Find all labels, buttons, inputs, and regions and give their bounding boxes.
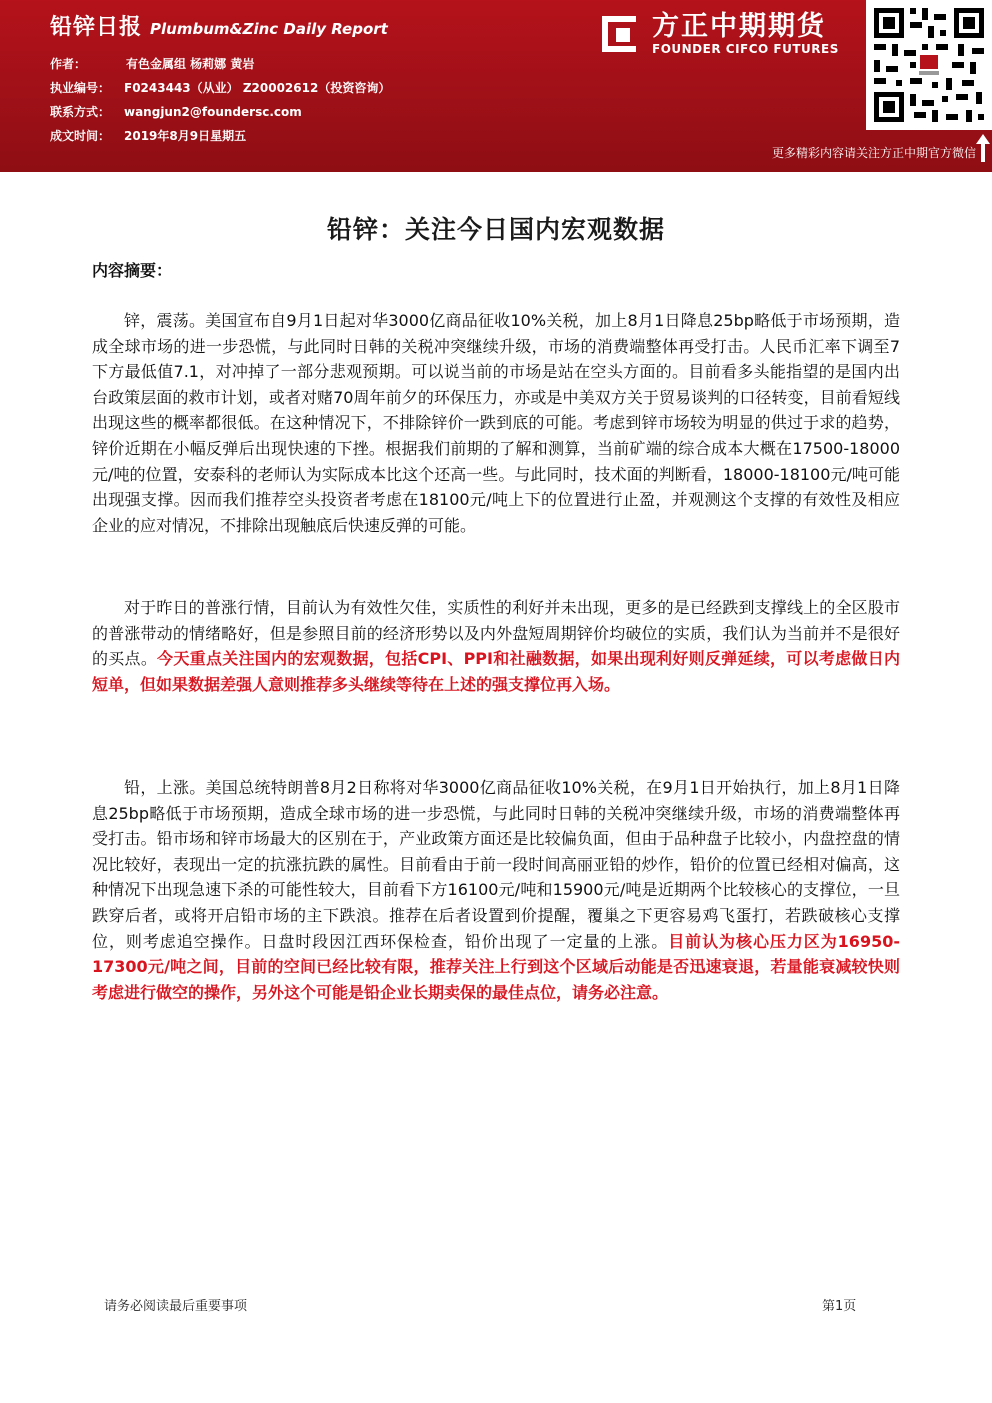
paragraph-zinc-highlight: 今天重点关注国内的宏观数据，包括CPI、PPI和社融数据，如果出现利好则反弹延续，可以考虑做日内短单，但如果数据差强人意则推荐多头继续等待在上述的强支撑位再入场。 bbox=[92, 649, 900, 694]
paragraph-lead-highlight: 目前认为核心压力区为16950-17300元/吨之间，目前的空间已经比较有限，推荐关注上行到这个区域后动能是否迅速衰退，若量能衰减较快则考虑进行做空的操作，另外这个可能是铅企业长期卖保的最佳点位，请务必注意。 bbox=[92, 931, 900, 1002]
page-number: 第1页 bbox=[822, 1299, 857, 1314]
paragraph-zinc-text: 锌，震荡。美国宣布自9月1日起对华3000亿商品征收10%关税，加上8月1日降息25bp略低于市场预期，造成全球市场的进一步恐慌，与此同时日韩的关税冲突继续升级，市场的消费端整体再受打击。人民币汇率下调至7下方最低值7.1，对冲掉了一部分悲观预期。可以说当前的市场是站在空头方面的。目前看多头能指望的是国内出台政策层面的救市计划，或者对赌70周年前夕的环保压力，亦或是中美双方关于贸易谈判的口径转变，目前看短线出现这些的概率都很低。在这种情况下，不排除锌价一跌到底的可能。考虑到锌市场较为明显的供过于求的趋势，锌价近期在小幅反弹后出现快速的下挫。根据我们前期的了解和测算，当前矿端的综合成本大概在17500-18000元/吨的位置，安泰科的老师认为实际成本比这个还高一些。与此同时，技术面的判断看，18000-18100元/吨可能出现强支撑。因而我们推荐空头投资者考虑在18100元/吨上下的位置进行止盈，并观测这个支撑的有效性及相应企业的应对情况，不排除出现触底后快速反弹的可能。 bbox=[92, 311, 900, 535]
arrow-up-icon bbox=[976, 134, 990, 162]
paragraph-lead bbox=[92, 775, 900, 1005]
contact-label: 联系方式： bbox=[50, 105, 111, 119]
follow-wechat-text: 更多精彩内容请关注方正中期官方微信 bbox=[771, 146, 976, 160]
date-label: 成文时间： bbox=[50, 129, 111, 143]
date-value: 2019年8月9日星期五 bbox=[124, 129, 247, 143]
company-name-en: FOUNDER CIFCO FUTURES bbox=[652, 42, 839, 56]
contact-value: wangjun2@foundersc.com bbox=[124, 105, 302, 119]
company-logo-icon bbox=[598, 12, 642, 56]
author-label: 作者： bbox=[50, 57, 87, 71]
date-row bbox=[50, 124, 390, 148]
summary-label: 内容摘要： bbox=[92, 261, 173, 280]
paragraph-zinc-outlook-text: 对于昨日的普涨行情，目前认为有效性欠佳，实质性的利好并未出现，更多的是已经跌到支撑线上的全区股市的普涨带动的情绪略好，但是参照目前的经济形势以及内外盘短周期锌价均破位的实质，我们认为当前并不是很好的买点。 bbox=[92, 598, 900, 669]
company-name-cn: 方正中期期货 bbox=[652, 11, 826, 42]
license-row bbox=[50, 76, 390, 100]
qr-code-icon bbox=[866, 0, 992, 130]
author-value: 有色金属组 杨莉娜 黄岩 bbox=[126, 57, 255, 71]
paragraph-lead-text: 铅，上涨。美国总统特朗普8月2日称将对华3000亿商品征收10%关税，在9月1日开始执行，加上8月1日降息25bp略低于市场预期，造成全球市场的进一步恐慌，与此同时日韩的关税冲突继续升级，市场的消费端整体再受打击。铅市场和锌市场最大的区别在于，产业政策方面还是比较偏负面，但由于品种盘子比较小，内盘控盘的情况比较好，表现出一定的抗涨抗跌的属性。目前看由于前一段时间高丽亚铅的炒作，铅价的位置已经相对偏高，这种情况下出现急速下杀的可能性较大，目前看下方16100元/吨和15900元/吨是近期两个比较核心的支撑位，一旦跌穿后者，或将开启铅市场的主下跌浪。推荐在后者设置到价提醒，覆巢之下更容易鸡飞蛋打，若跌破核心支撑位，则考虑追空操作。日盘时段因江西环保检查，铅价出现了一定量的上涨。 bbox=[92, 778, 900, 951]
report-name bbox=[50, 10, 388, 41]
report-header bbox=[0, 0, 992, 172]
contact-row bbox=[50, 100, 390, 124]
paragraph-zinc-outlook bbox=[92, 595, 900, 697]
license-value: F0243443（从业） Z20002612（投资咨询） bbox=[124, 81, 391, 95]
license-label: 执业编号： bbox=[50, 81, 111, 95]
report-name-cn: 铅锌日报 bbox=[50, 15, 143, 40]
paragraph-zinc bbox=[92, 308, 900, 538]
author-row bbox=[50, 52, 390, 76]
company-logo bbox=[598, 6, 860, 62]
report-name-en: Plumbum&Zinc Daily Report bbox=[150, 20, 388, 38]
footer-notice: 请务必阅读最后重要事项 bbox=[104, 1299, 248, 1314]
report-meta bbox=[50, 52, 390, 148]
document-title: 铅锌：关注今日国内宏观数据 bbox=[326, 215, 665, 244]
